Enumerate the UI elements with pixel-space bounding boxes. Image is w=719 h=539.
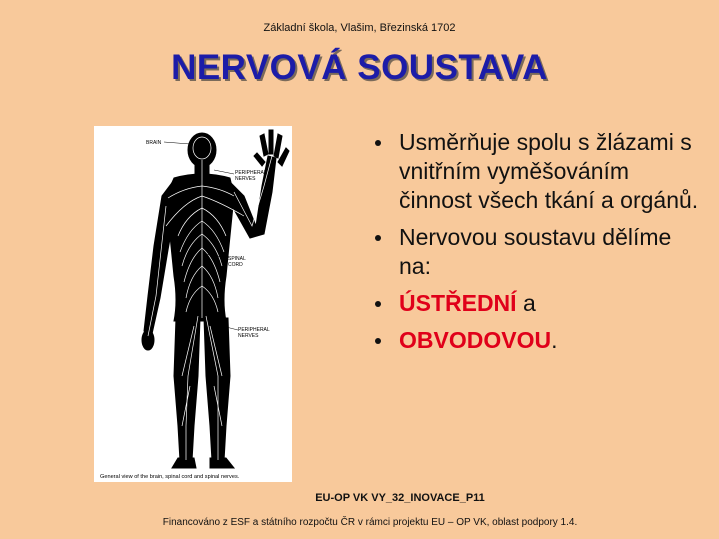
peripheral-nerves-label-bottom-2: NERVES — [238, 333, 259, 339]
funding-footer: Financováno z ESF a státního rozpočtu ČR v rámci projektu EU – OP VK, oblast podpory 1.4. — [162, 517, 578, 528]
nervous-system-illustration — [94, 126, 292, 482]
brain-label: BRAIN — [146, 140, 162, 146]
bullet-icon — [375, 301, 381, 307]
figure-caption: General view of the brain, spinal cord and spinal nerves. — [100, 474, 240, 480]
bullet-item — [375, 326, 705, 355]
bullet-text: Nervovou soustavu dělíme na: — [399, 224, 672, 279]
spinal-cord-label-1: SPINAL — [228, 256, 246, 262]
bullet-item — [375, 289, 705, 318]
bullet-item — [375, 223, 705, 281]
bullet-icon — [375, 235, 381, 241]
central-highlight: ÚSTŘEDNÍ — [399, 290, 517, 316]
peripheral-highlight: OBVODOVOU — [399, 327, 552, 353]
peripheral-nerves-label-top-1: PERIPHERAL — [235, 170, 267, 176]
bullet-text: . — [551, 327, 558, 353]
bullet-icon — [375, 338, 381, 344]
peripheral-nerves-label-bottom-1: PERIPHERAL — [238, 327, 270, 333]
bullet-item — [375, 128, 705, 215]
school-header: Základní škola, Vlašim, Březinská 1702 — [263, 22, 456, 34]
project-code: EU-OP VK VY_32_INOVACE_P11 — [315, 492, 485, 504]
peripheral-nerves-label-top-2: NERVES — [235, 176, 256, 182]
spinal-cord-label-2: CORD — [228, 262, 243, 268]
bullet-list — [375, 128, 705, 363]
bullet-icon — [375, 140, 381, 146]
bullet-text: Usměrňuje spolu s žlázami s vnitřním vyměšováním činnost všech tkání a orgánů. — [399, 129, 699, 213]
page-title: NERVOVÁ SOUSTAVA — [171, 48, 548, 87]
bullet-text: a — [516, 290, 536, 316]
